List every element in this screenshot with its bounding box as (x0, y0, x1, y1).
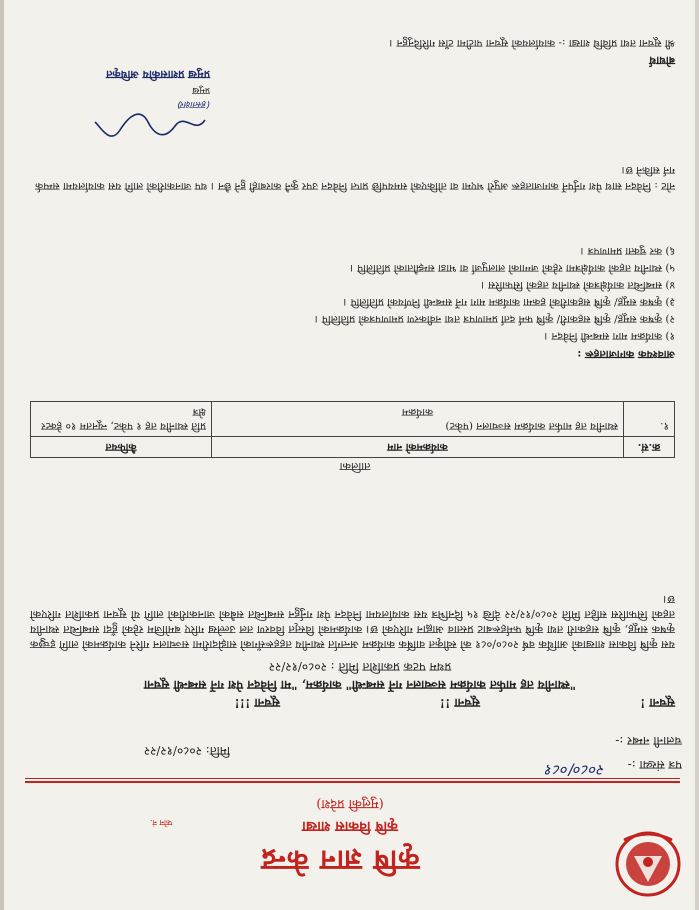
list-item: ५) स्थानीय तहको कार्यक्षेत्रमा रहेको जग्गाको लालपुर्जा वा भाडा सम्झौताको प्रतिलिपि । (349, 262, 675, 274)
notice-title: "स्थानीय तह मार्फत कार्यक्रम सञ्चालन गर्ने सम्बन्धी" कार्यक्रम, "मा निवेदन पेश गर्ने सम्बन्धी सूचना (144, 678, 577, 692)
publication-date: प्रथम पटक प्रकाशित मिति : २०८०/१२/२२ (268, 660, 452, 674)
table-header-program: कार्यक्रमको नाम (212, 437, 624, 458)
letterhead-rule (25, 781, 680, 783)
documents-title: आवश्यक कागजातहरू : (577, 348, 675, 361)
letter-date: मिति: २०८०/१२/२२ (143, 744, 230, 758)
signature-block (20, 60, 210, 140)
table-row (31, 402, 675, 437)
note-paragraph: नोट : निवेदन साथ पेश गर्नुपर्ने कागजातहरू अपुरो भएमा वा तोकिएको समयपछि प्राप्त निवेदन उपर कुनै कारबाही हुने छैन । थप जानकारीको लागि यस कार्यालयमा सम्पर्क गर्न सकिने छ। (35, 164, 675, 192)
list-item: ४) सम्बन्धित कार्यक्षेत्रको स्थानीय तहको सिफारिस । (480, 279, 675, 291)
table-header-sn: क्र.सं. (624, 437, 675, 458)
office-subtitle: कृषि विकास शाखा (302, 818, 398, 834)
documents-list (30, 242, 675, 344)
list-item: १) कार्यक्रम माग सम्बन्धी निवेदन । (544, 330, 675, 342)
signatory-stamp: प्रमुख प्रशासकीय अधिकृत (106, 68, 210, 81)
bodhartha-line: श्री सूचना तथा प्रविधि शाखा :- कार्यालयको सूचना पाटीमा टाँस गरिदिनुहुन । (389, 37, 675, 49)
table-header-row (31, 437, 675, 458)
office-title: कृषि ज्ञान केन्द्र (260, 844, 420, 877)
table-cell-sn: १. (624, 402, 675, 437)
government-emblem-icon (614, 828, 682, 900)
office-phone: फोन नं. (150, 818, 173, 827)
patra-sankhya-label: पत्र संख्या :- (627, 758, 682, 772)
bodhartha-title: बोधार्थ (649, 54, 675, 67)
list-item: ३) कृषक समूह/ कृषि सहकारीको हकमा कार्यक्रम माग गर्ने सम्बन्धी निर्णयको प्रतिलिपि । (343, 296, 675, 308)
table-caption: तालिका (339, 460, 371, 473)
chalani-number-label: चलानी नम्बर :- (615, 734, 682, 748)
table-header-remark: कैफियत (31, 437, 212, 458)
body-paragraph: यस कृषि विकास शाखाको आर्थिक वर्ष २०८०/०८१ को स्वीकृत वार्षिक कार्यक्रम अन्तर्गत स्थानीय तहहरूसँगको साझेदारीमा सञ्चालन गरिने कार्यक्रमको लागि इच्छुक कृषक समूह, कृषि सहकारी तथा कृषि फर्महरूबाट प्रस्ताव आह्वान गरिएको छ। कार्यक्रमको विस्तृत विवरण तल उल्लेख गरिए बमोजिम रहेको हुँदा सम्बन्धित स्थानीय तहको सिफारिस सहित मिति २०८०/१२/२२ देखि १५ दिनभित्र यस कार्यालयमा निवेदन पेश गर्नुहुन सम्बन्धित सबैको जानकारीको लागि यो सूचना प्रकाशित गरिएको छ। (30, 593, 675, 651)
table-cell-remark: प्रति स्थानीय तह १ पकेट, न्यूनतम १० हेक्टर क्षेत्र (31, 402, 212, 437)
office-location: (मुलुकी प्रदेश) (316, 796, 384, 811)
handwritten-signature (90, 110, 210, 140)
signatory-name: (हस्ताक्षर) (177, 99, 210, 109)
program-type: कार्यक्रम (401, 406, 434, 418)
document-rotated (1, 0, 699, 910)
notice-heading-3: सूचना !!! (234, 696, 280, 710)
patra-sankhya-value: २०८०/०८१ (545, 761, 605, 779)
program-name: स्थानीय तह मार्फत कार्यक्रम सञ्चालन (पकेट) (445, 420, 618, 432)
program-table (30, 401, 675, 458)
list-item: ६) कर चुक्ता प्रमाणपत्र । (580, 245, 675, 257)
list-item: २) कृषक समूह/ कृषि सहकारी/ कृषि फर्म दर्ता प्रमाणपत्र तथा नवीकरण प्रमाणपत्रको प्रतिलिपि । (314, 313, 675, 325)
signatory-title: प्रमुख (192, 85, 210, 95)
notice-heading-1: सूचना ! (640, 696, 675, 710)
table-cell-program (212, 402, 624, 437)
notice-heading-2: सूचना !! (439, 696, 480, 710)
